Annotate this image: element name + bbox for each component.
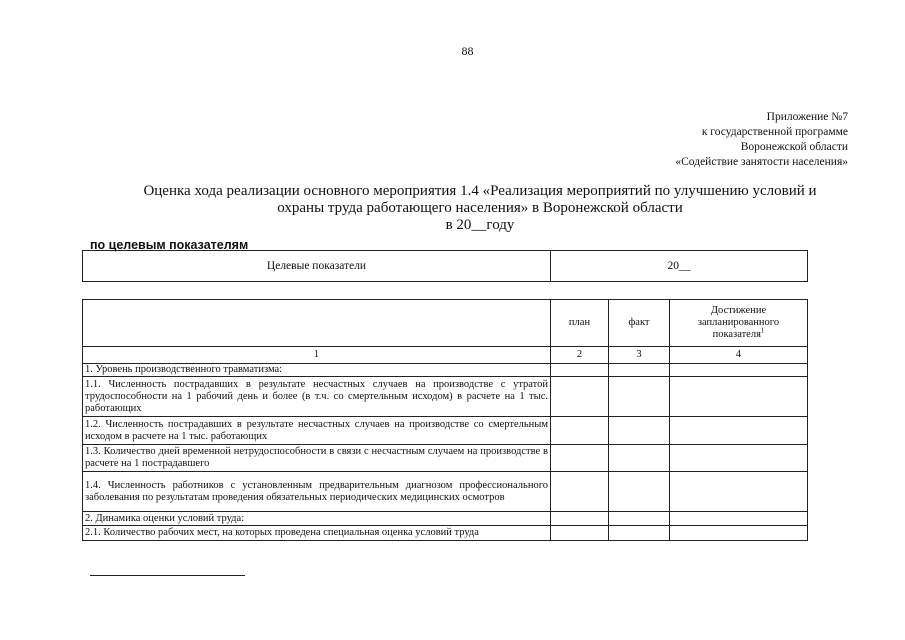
fact-cell	[609, 417, 670, 445]
achievement-cell	[670, 364, 808, 377]
column-header-row	[83, 300, 808, 347]
indicator-label: 1.2. Численность пострадавших в результате несчастных случаев на производстве со смертельным исходом в расчете на 1 тыс. работающих	[83, 417, 551, 445]
fact-cell	[609, 364, 670, 377]
column-number: 2	[551, 347, 609, 364]
table-row	[83, 472, 808, 512]
appendix-line: «Содействие занятости населения»	[675, 156, 848, 168]
achievement-cell	[670, 445, 808, 472]
fact-cell	[609, 377, 670, 417]
table-row	[83, 526, 808, 541]
column-number-row	[83, 347, 808, 364]
subheading: по целевым показателям	[90, 238, 249, 252]
indicator-label: 1.3. Количество дней временной нетрудоспособности в связи с несчастным случаем на производстве в расчете на 1 пострадавшего	[83, 445, 551, 472]
column-number: 3	[609, 347, 670, 364]
indicator-label: 2. Динамика оценки условий труда:	[83, 512, 551, 526]
plan-cell	[551, 417, 609, 445]
plan-header: план	[551, 300, 609, 347]
title-line: Оценка хода реализации основного мероприятия 1.4 «Реализация мероприятий по улучшению условий и	[143, 183, 817, 199]
table-row	[83, 512, 808, 526]
footnote-marker: 1	[760, 326, 765, 335]
document-title	[110, 183, 850, 234]
indicator-name-header	[83, 300, 551, 347]
fact-cell	[609, 472, 670, 512]
title-line: в 20__году	[445, 217, 515, 233]
indicator-label: 2.1. Количество рабочих мест, на которых проведена специальная оценка условий труда	[83, 526, 551, 541]
achievement-header	[670, 300, 808, 347]
table-row	[83, 445, 808, 472]
plan-cell	[551, 512, 609, 526]
plan-cell	[551, 377, 609, 417]
achievement-cell	[670, 417, 808, 445]
plan-cell	[551, 364, 609, 377]
achievement-cell	[670, 512, 808, 526]
achievement-cell	[670, 377, 808, 417]
appendix-line: Приложение №7	[766, 111, 848, 123]
period-header-table	[82, 250, 808, 282]
indicator-label: 1. Уровень производственного травматизма:	[83, 364, 551, 377]
plan-cell	[551, 472, 609, 512]
table-row	[83, 364, 808, 377]
column-number: 4	[670, 347, 808, 364]
indicator-label: 1.1. Численность пострадавших в результате несчастных случаев на производстве с утратой трудоспособности на 1 рабочий день и более (в т.ч. со смертельным исходом) в расчете на 1 тыс. работающих	[83, 377, 551, 417]
fact-cell	[609, 512, 670, 526]
achievement-cell	[670, 526, 808, 541]
fact-cell	[609, 526, 670, 541]
achievement-cell	[670, 472, 808, 512]
appendix-line: к государственной программе	[701, 126, 848, 138]
table-row	[83, 251, 808, 282]
fact-header: факт	[609, 300, 670, 347]
target-indicators-cell: Целевые показатели	[83, 251, 551, 282]
year-cell: 20__	[551, 251, 808, 282]
plan-cell	[551, 526, 609, 541]
appendix-line: Воронежской области	[740, 141, 848, 153]
indicators-table	[82, 299, 808, 541]
title-line: охраны труда работающего населения» в Воронежской области	[277, 200, 683, 216]
plan-cell	[551, 445, 609, 472]
indicator-label: 1.4. Численность работников с установленным предварительным диагнозом профессионального заболевания по результатам проведения обязательных периодических медицинских осмотров	[83, 472, 551, 512]
page-number: 88	[461, 44, 474, 58]
fact-cell	[609, 445, 670, 472]
table-row	[83, 377, 808, 417]
table-row	[83, 417, 808, 445]
achievement-header-text: Достижение запланированного показателя	[697, 305, 780, 340]
column-number: 1	[83, 347, 551, 364]
footnote-separator	[90, 575, 245, 576]
appendix-block	[675, 110, 848, 170]
